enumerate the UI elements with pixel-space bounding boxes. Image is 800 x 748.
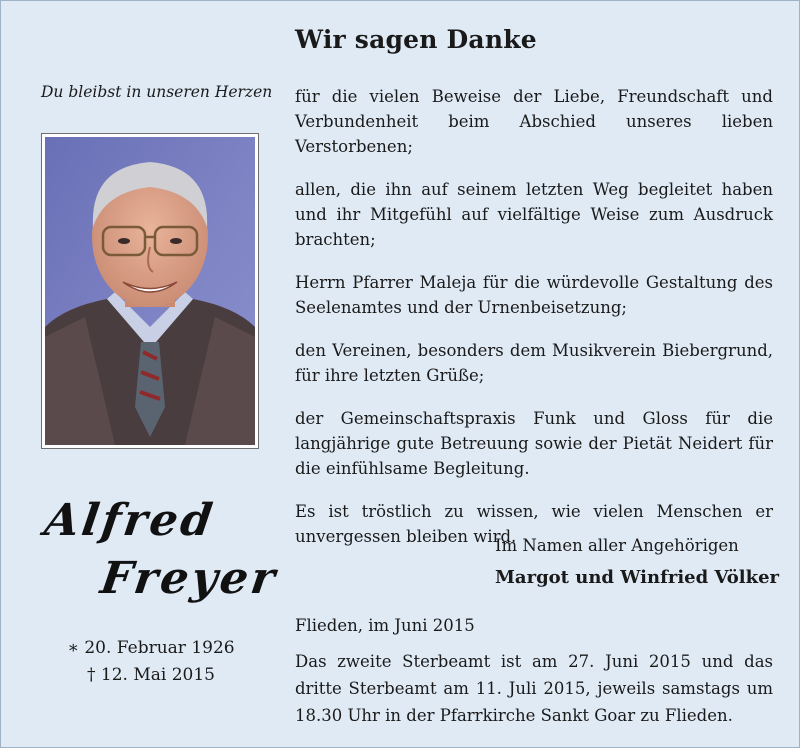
portrait-photo xyxy=(41,133,259,449)
place-date: Flieden, im Juni 2015 xyxy=(295,616,475,635)
life-dates xyxy=(61,635,241,689)
birth-date: ∗ 20. Februar 1926 xyxy=(67,638,235,658)
deceased-first-name: Alfred xyxy=(41,495,219,546)
thanks-paragraph: den Vereinen, besonders dem Musikverein Biebergrund, für ihre letzten Grüße; xyxy=(295,341,773,385)
portrait-photo-icon xyxy=(45,137,255,445)
thanks-text xyxy=(295,84,773,567)
thanks-paragraph: für die vielen Beweise der Liebe, Freundschaft und Verbundenheit beim Abschied unseres lieben Verstorbenen; xyxy=(295,87,773,156)
heading: Wir sagen Danke xyxy=(295,25,537,54)
thanks-paragraph: Herrn Pfarrer Maleja für die würdevolle Gestaltung des Seelenamtes und der Urnenbeisetzung; xyxy=(295,273,773,317)
service-note: Das zweite Sterbeamt ist am 27. Juni 2015 und das dritte Sterbeamt am 11. Juli 2015, jeweils samstags um 18.30 Uhr in der Pfarrkirche Sankt Goar zu Flieden. xyxy=(295,652,773,725)
motto: Du bleibst in unseren Herzen xyxy=(41,83,273,101)
thanks-paragraph: der Gemeinschaftspraxis Funk und Gloss für die langjährige gute Betreuung sowie der Pietät Neidert für die einfühlsame Begleitung. xyxy=(295,409,773,478)
family-names: Margot und Winfried Völker xyxy=(495,567,780,588)
family-intro: Im Namen aller Angehörigen xyxy=(495,536,739,555)
thanks-paragraph: allen, die ihn auf seinem letzten Weg begleitet haben und ihr Mitgefühl auf vielfältige Weise zum Ausdruck brachten; xyxy=(295,180,773,249)
closing-paragraph: Es ist tröstlich zu wissen, wie vielen Menschen er unvergessen bleiben wird. xyxy=(295,502,773,546)
death-date: † 12. Mai 2015 xyxy=(87,665,215,685)
deceased-last-name: Freyer xyxy=(97,553,281,604)
